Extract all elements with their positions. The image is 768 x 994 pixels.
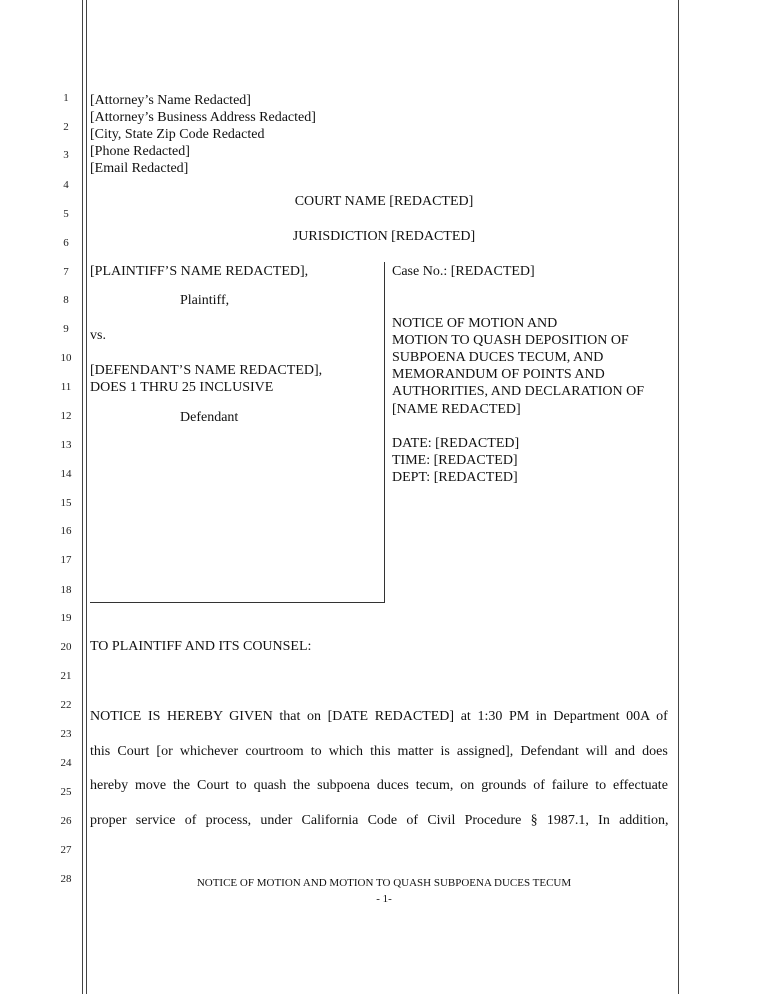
line-number: 8 — [63, 294, 69, 306]
line-number: 6 — [63, 237, 69, 249]
caption-box — [90, 262, 385, 603]
versus: vs. — [90, 328, 106, 343]
doc-title-line: NOTICE OF MOTION AND — [392, 316, 558, 331]
line-number: 10 — [60, 352, 72, 364]
page-number: - 1- — [376, 893, 392, 905]
line-number: 22 — [60, 699, 72, 711]
line-number: 1 — [63, 92, 69, 104]
line-number: 16 — [60, 525, 72, 537]
doc-title-line: SUBPOENA DUCES TECUM, AND — [392, 350, 604, 365]
doc-title-line: MOTION TO QUASH DEPOSITION OF — [392, 333, 629, 348]
salutation: TO PLAINTIFF AND ITS COUNSEL: — [90, 639, 312, 654]
footer-title: NOTICE OF MOTION AND MOTION TO QUASH SUBPOENA DUCES TECUM — [196, 877, 572, 889]
line-number: 14 — [60, 468, 72, 480]
court-name: COURT NAME [REDACTED] — [294, 194, 474, 209]
line-number: 20 — [60, 641, 72, 653]
line-number: 9 — [63, 323, 69, 335]
line-number: 19 — [60, 612, 72, 624]
hearing-date: DATE: [REDACTED] — [392, 436, 520, 451]
attorney-address: [Attorney’s Business Address Redacted] — [90, 110, 316, 125]
line-number: 21 — [60, 670, 72, 682]
line-number: 5 — [63, 208, 69, 220]
case-number: Case No.: [REDACTED] — [392, 264, 535, 279]
doc-title-line: MEMORANDUM OF POINTS AND — [392, 367, 605, 382]
line-number: 3 — [63, 149, 69, 161]
jurisdiction: JURISDICTION [REDACTED] — [292, 229, 476, 244]
doc-title-line: AUTHORITIES, AND DECLARATION OF — [392, 384, 644, 399]
defendant-role: Defendant — [180, 410, 239, 425]
attorney-name: [Attorney’s Name Redacted] — [90, 93, 251, 108]
line-number: 28 — [60, 873, 72, 885]
plaintiff-name: [PLAINTIFF’S NAME REDACTED], — [90, 264, 309, 279]
attorney-phone: [Phone Redacted] — [90, 144, 190, 159]
line-number: 18 — [60, 584, 72, 596]
body-line: NOTICE IS HEREBY GIVEN that on [DATE REDACTED] at 1:30 PM in Department 00A of — [90, 709, 668, 724]
line-number: 7 — [63, 266, 69, 278]
left-margin-rule-outer — [82, 0, 83, 994]
line-number: 23 — [60, 728, 72, 740]
defendant-name: [DEFENDANT’S NAME REDACTED], — [90, 363, 323, 378]
line-number: 26 — [60, 815, 72, 827]
hearing-dept: DEPT: [REDACTED] — [392, 470, 518, 485]
line-number: 15 — [60, 497, 72, 509]
plaintiff-role: Plaintiff, — [180, 293, 230, 308]
line-number: 4 — [63, 179, 69, 191]
hearing-time: TIME: [REDACTED] — [392, 453, 518, 468]
line-number: 17 — [60, 554, 72, 566]
line-number: 11 — [60, 381, 72, 393]
line-number: 24 — [60, 757, 72, 769]
attorney-city: [City, State Zip Code Redacted — [90, 127, 265, 142]
left-margin-rule-inner — [86, 0, 87, 994]
body-line: proper service of process, under California Code of Civil Procedure § 1987.1, In addition, — [90, 813, 669, 828]
line-number: 25 — [60, 786, 72, 798]
defendant-does: DOES 1 THRU 25 INCLUSIVE — [90, 380, 274, 395]
right-margin-rule — [678, 0, 679, 994]
body-line: this Court [or whichever courtroom to which this matter is assigned], Defendant will and does — [90, 744, 668, 759]
line-number: 2 — [63, 121, 69, 133]
line-number: 12 — [60, 410, 72, 422]
attorney-email: [Email Redacted] — [90, 161, 189, 176]
line-number: 27 — [60, 844, 72, 856]
doc-title-line: [NAME REDACTED] — [392, 402, 521, 417]
body-line: hereby move the Court to quash the subpoena duces tecum, on grounds of failure to effectuate — [90, 778, 668, 793]
line-number: 13 — [60, 439, 72, 451]
